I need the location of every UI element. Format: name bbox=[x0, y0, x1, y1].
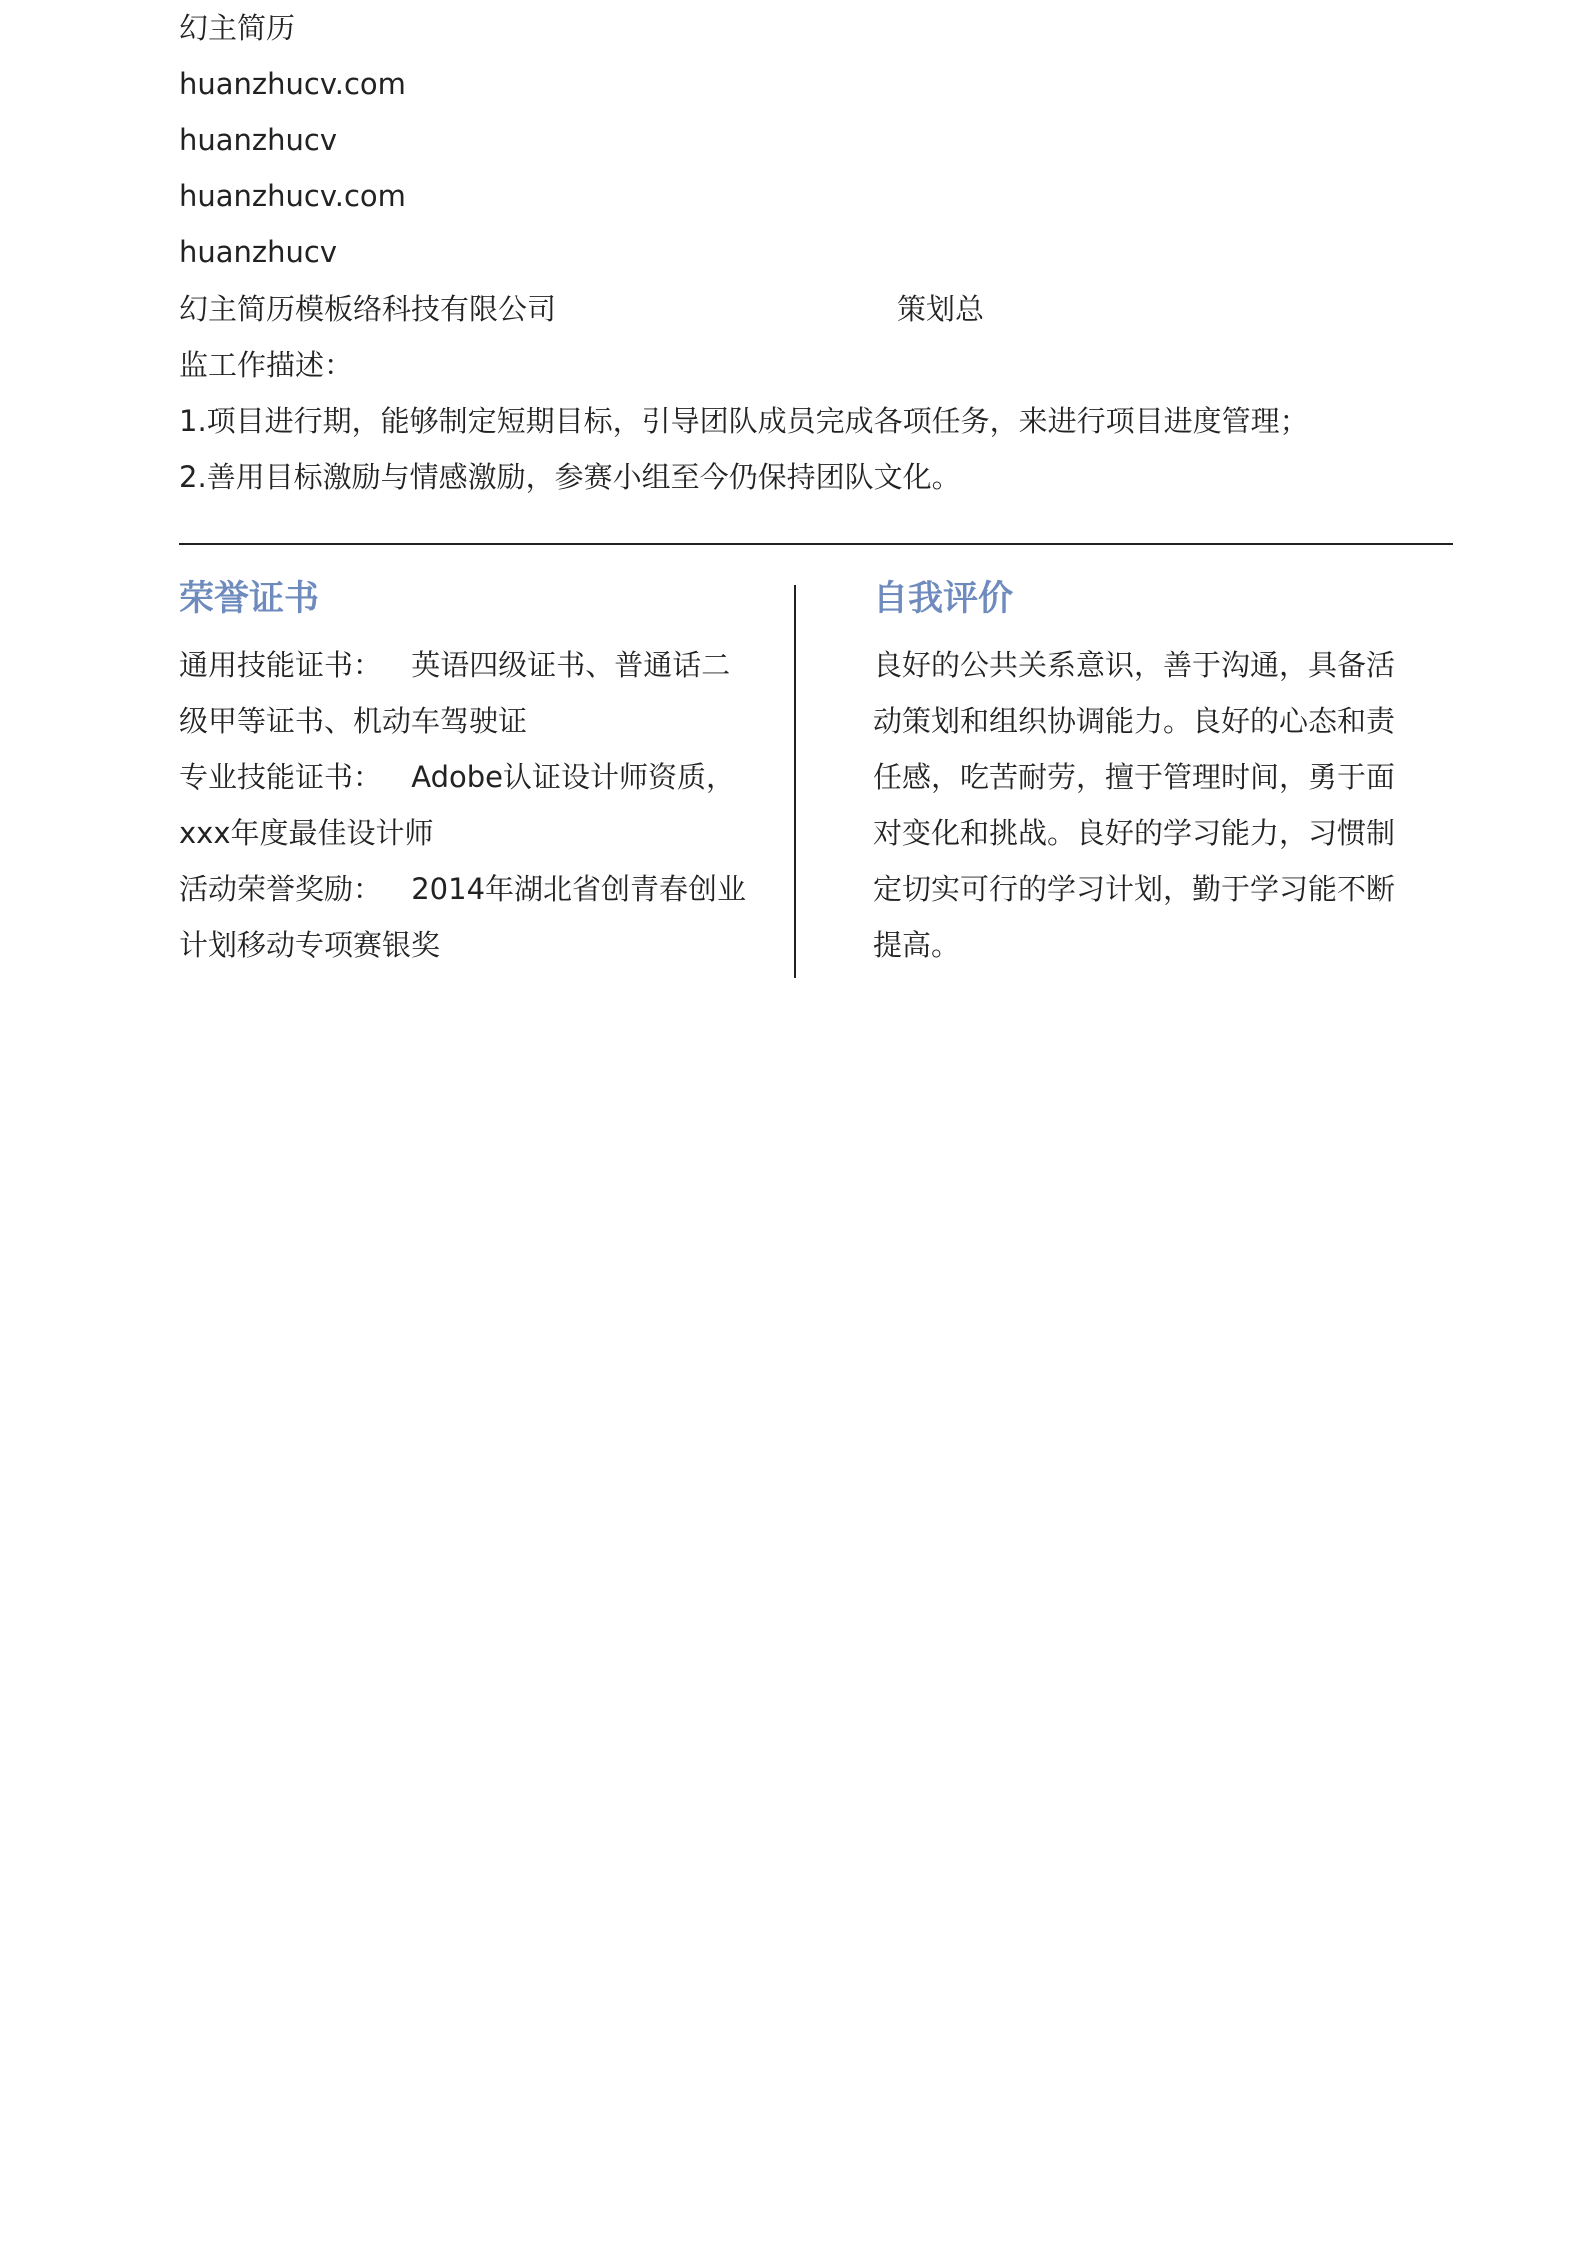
honor-value: Adobe认证设计师资质，xxx年度最佳设计师 bbox=[179, 760, 735, 850]
section-divider bbox=[179, 543, 1453, 545]
honor-entry bbox=[179, 637, 759, 749]
experience-item-2: 2.善用目标激励与情感激励，参赛小组至今仍保持团队文化。 bbox=[179, 460, 961, 494]
experience-desc-label: 监工作描述： bbox=[179, 348, 354, 382]
experience-item-1: 1.项目进行期，能够制定短期目标，引导团队成员完成各项任务，来进行项目进度管理； bbox=[179, 404, 1309, 438]
column-divider bbox=[794, 585, 796, 978]
honors-title: 荣誉证书 bbox=[179, 579, 320, 619]
header-line-1: 幻主简历 bbox=[179, 11, 296, 45]
experience-company: 幻主简历模板络科技有限公司 bbox=[179, 292, 557, 326]
honors-list bbox=[179, 637, 759, 973]
header-line-2: huanzhucv.com bbox=[179, 67, 406, 101]
honor-label: 活动荣誉奖励： bbox=[179, 872, 383, 906]
self-eval-title: 自我评价 bbox=[873, 579, 1014, 619]
honor-entry bbox=[179, 861, 759, 973]
experience-role: 策划总 bbox=[897, 292, 985, 326]
honor-value: 2014年湖北省创青春创业计划移动专项赛银奖 bbox=[179, 872, 747, 962]
honor-label: 通用技能证书： bbox=[179, 648, 383, 682]
honor-entry bbox=[179, 749, 759, 861]
header-line-5: huanzhucv bbox=[179, 235, 337, 269]
header-line-3: huanzhucv bbox=[179, 123, 337, 157]
honor-value: 英语四级证书、普通话二级甲等证书、机动车驾驶证 bbox=[179, 648, 731, 738]
self-eval-text: 良好的公共关系意识，善于沟通，具备活动策划和组织协调能力。良好的心态和责任感，吃苦耐劳，擅于管理时间，勇于面对变化和挑战。良好的学习能力，习惯制定切实可行的学习计划，勤于学习能不断提高。 bbox=[873, 648, 1396, 962]
honor-label: 专业技能证书： bbox=[179, 760, 383, 794]
header-line-4: huanzhucv.com bbox=[179, 179, 406, 213]
self-eval-body bbox=[873, 637, 1413, 973]
